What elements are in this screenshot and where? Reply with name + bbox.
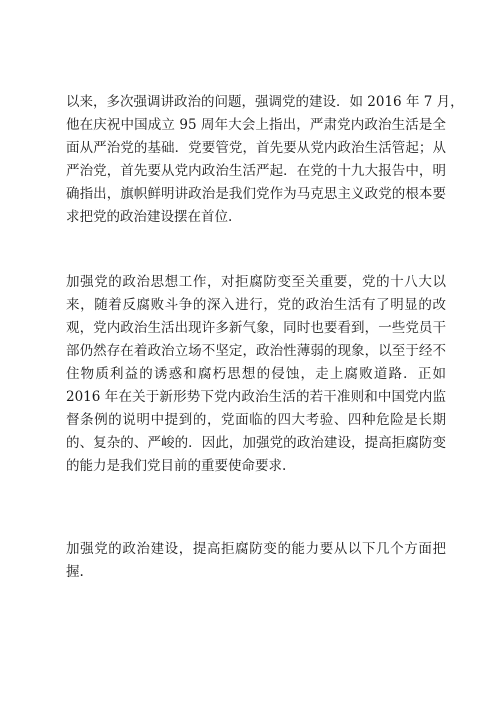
text-line: 面从严治党的基础．党要管党，首先要从党内政治生活管起；从: [66, 140, 446, 156]
text-line: 加强党的政治思想工作，对拒腐防变至关重要，党的十八大以: [66, 274, 446, 290]
text-line: 确指出，旗帜鲜明讲政治是我们党作为马克思主义政党的根本要: [66, 186, 446, 202]
text-line: 2016 年在关于新形势下党内政治生活的若干准则和中国党内监: [66, 389, 446, 405]
paragraph-1: [66, 91, 464, 229]
text-line: 他在庆祝中国成立 95 周年大会上指出，严肃党内政治生活是全: [66, 117, 446, 133]
text-line: 加强党的政治建设，提高拒腐防变的能力要从以下几个方面把: [66, 541, 446, 557]
paragraph-2: [66, 271, 446, 478]
text-line: 握.: [66, 564, 84, 580]
text-line: 严治党，首先要从党内政治生活严起．在党的十九大报告中，明: [66, 163, 446, 179]
text-line: 的、复杂的、严峻的．因此，加强党的政治建设，提高拒腐防变: [66, 435, 446, 451]
text-line: 住物质利益的诱惑和腐朽思想的侵蚀，走上腐败道路．正如: [66, 366, 446, 382]
text-line: 以来，多次强调讲政治的问题，强调党的建设．如 2016 年 7 月，: [66, 94, 464, 110]
text-line: 求把党的政治建设摆在首位.: [66, 209, 233, 225]
paragraph-3: [66, 538, 446, 584]
text-line: 督条例的说明中提到的，党面临的四大考验、四种危险是长期: [66, 412, 446, 428]
text-line: 观，党内政治生活出现许多新气象，同时也要看到，一些党员干: [66, 320, 446, 336]
text-line: 部仍然存在着政治立场不坚定，政治性薄弱的现象，以至于经不: [66, 343, 446, 359]
text-line: 的能力是我们党目前的重要使命要求.: [66, 458, 287, 474]
text-line: 来，随着反腐败斗争的深入进行，党的政治生活有了明显的改: [66, 297, 446, 313]
